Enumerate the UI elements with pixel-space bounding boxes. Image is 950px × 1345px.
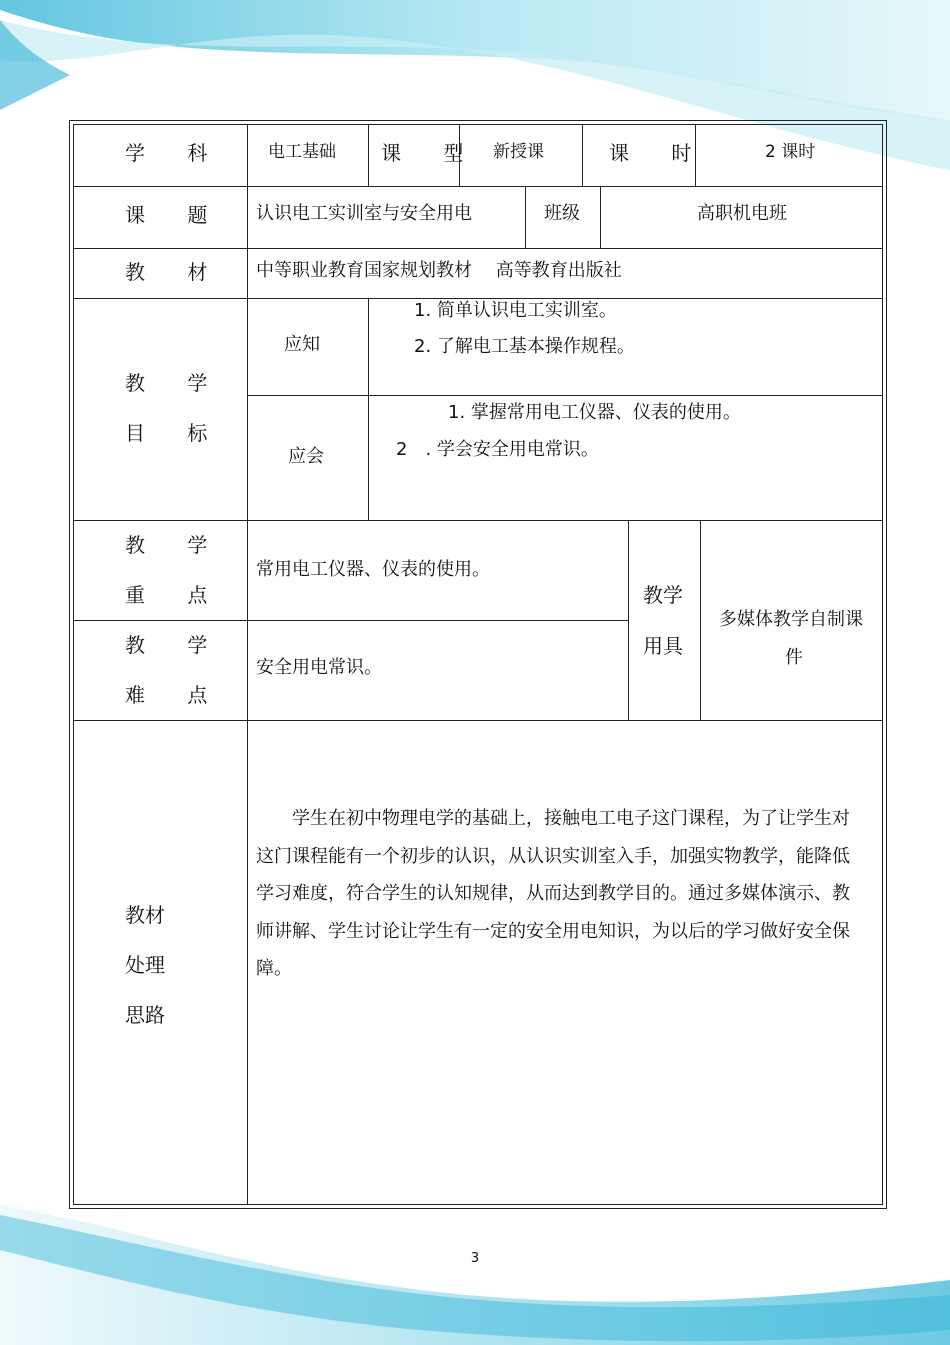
- subject-value: 电工基础: [268, 142, 336, 162]
- tools-value-2: 件: [785, 647, 803, 668]
- know-item-2: 2. 了解电工基本操作规程。: [414, 336, 635, 357]
- col-divider: [628, 520, 629, 720]
- hours-label: 课 时: [609, 141, 710, 165]
- approach-label-3: 思路: [125, 1003, 165, 1027]
- topic-label: 课 题: [125, 203, 226, 227]
- row-divider: [73, 248, 883, 249]
- class-value: 高职机电班: [697, 203, 787, 224]
- table-inner-border: [73, 124, 883, 1205]
- know-label: 应知: [284, 334, 320, 355]
- able-label: 应会: [288, 446, 324, 467]
- row-divider: [73, 720, 883, 721]
- key-label-2: 重 点: [125, 583, 226, 607]
- col-divider: [368, 298, 369, 520]
- able-item-2: 2 . 学会安全用电常识。: [396, 439, 599, 460]
- page-number: 3: [470, 1251, 480, 1266]
- col-divider: [600, 186, 601, 248]
- able-item-1: 1. 掌握常用电工仪器、仪表的使用。: [448, 402, 741, 423]
- hours-value: 2 课时: [765, 142, 816, 162]
- subject-label: 学 科: [125, 141, 226, 165]
- row-divider: [73, 620, 628, 621]
- col-divider: [525, 186, 526, 248]
- key-label-1: 教 学: [125, 533, 226, 557]
- row-divider: [247, 395, 883, 396]
- row-divider: [73, 520, 883, 521]
- difficulty-label-2: 难 点: [125, 683, 226, 707]
- tools-label-1: 教学: [643, 583, 683, 607]
- approach-label-2: 处理: [125, 953, 165, 977]
- row-divider: [73, 186, 883, 187]
- tools-label-2: 用具: [643, 634, 683, 658]
- goals-label-2: 目 标: [125, 421, 226, 445]
- approach-label-1: 教材: [125, 903, 165, 927]
- goals-label-1: 教 学: [125, 371, 226, 395]
- know-item-1: 1. 简单认识电工实训室。: [414, 300, 617, 321]
- col-divider: [368, 124, 369, 186]
- class-label: 班级: [544, 203, 580, 224]
- col-divider: [247, 124, 248, 1205]
- tools-value-1: 多媒体教学自制课: [719, 609, 863, 630]
- col-divider: [582, 124, 583, 186]
- textbook-value: 中等职业教育国家规划教材 高等教育出版社: [256, 260, 622, 281]
- difficulty-label-1: 教 学: [125, 633, 226, 657]
- approach-text: 学生在初中物理电学的基础上，接触电工电子这门课程，为了让学生对这门课程能有一个初步的认识，从认识实训室入手，加强实物教学，能降低学习难度，符合学生的认知规律，从而达到教学目的。通过多媒体演示、教师讲解、学生讨论让学生有一定的安全用电知识，为以后的学习做好安全保障。: [256, 808, 850, 979]
- difficulty-value: 安全用电常识。: [256, 657, 382, 678]
- type-value: 新授课: [493, 142, 544, 162]
- key-value: 常用电工仪器、仪表的使用。: [256, 559, 490, 580]
- textbook-label: 教 材: [125, 260, 226, 284]
- topic-value: 认识电工实训室与安全用电: [256, 203, 472, 224]
- col-divider: [700, 520, 701, 720]
- row-divider: [73, 298, 883, 299]
- type-label: 课 型: [381, 141, 482, 165]
